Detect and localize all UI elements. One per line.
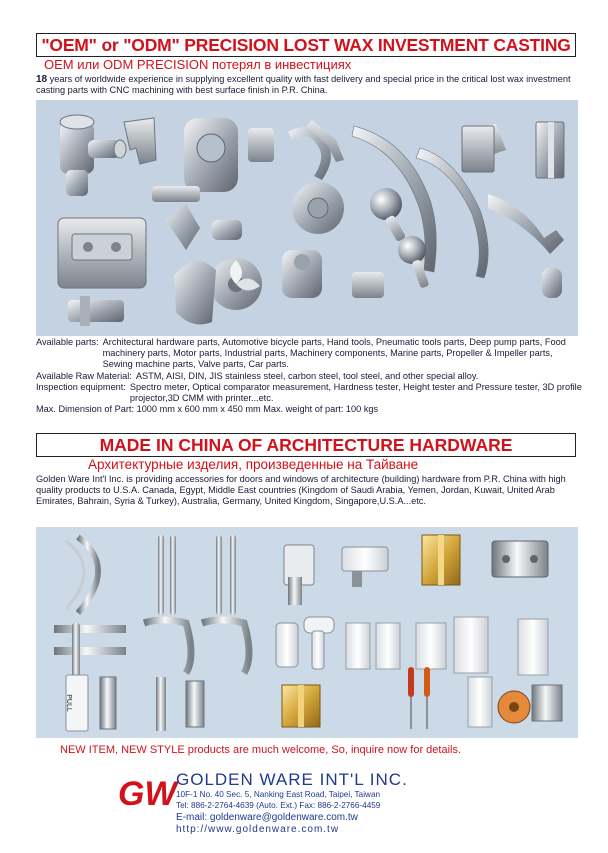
company-website[interactable]: http://www.goldenware.com.tw — [176, 824, 340, 835]
spec-max-dimension — [36, 404, 584, 415]
company-tel-fax: Tel: 886-2-2764-4639 (Auto. Ext.) Fax: 886-2-2766-4459 — [176, 801, 381, 810]
spec-label: Inspection equipment: — [36, 381, 126, 392]
spec-value: Architectural hardware parts, Automotive bicycle parts, Hand tools, Pneumatic tools parts, Deep pump parts, Food machinery parts, Motor parts, Industrial parts, Machinery components, Marine parts, Propeller & Impeller parts, Sewing machine parts, Valve parts, Car parts. — [102, 337, 566, 370]
casting-subtitle-russian: OEM или ODM PRECISION потерял в инвестициях — [44, 57, 352, 72]
spec-value: Spectro meter, Optical comparator measurement, Hardness tester, Height tester and Pressure tester, 3D profile projector,3D CMM with printer...etc. — [129, 381, 582, 404]
pull-plate-label: PULL — [65, 694, 72, 712]
gw-logo — [116, 771, 178, 811]
pipe-fitting-part — [60, 115, 126, 196]
gw-logo-text: GW — [118, 775, 177, 811]
spec-label: Available parts: — [36, 337, 99, 347]
company-name: GOLDEN WARE INT'L INC. — [176, 770, 408, 789]
architecture-banner-title: MADE IN CHINA OF ARCHITECTURE HARDWARE — [36, 433, 576, 457]
spec-label: Available Raw Material: — [36, 370, 132, 381]
precision-casting-parts-photo — [36, 100, 578, 336]
years-number: 18 — [36, 74, 48, 85]
casting-intro-paragraph — [36, 74, 584, 96]
spec-inspection-equipment — [36, 382, 584, 404]
company-address: 10F-1 No. 40 Sec. 5, Nanking East Road, Taipei, Taiwan — [176, 790, 381, 799]
architecture-hardware-photo — [36, 527, 578, 738]
intro-text: years of worldwide experience in supplying excellent quality with fast delivery and special price in the critical lost wax investment casting parts with CNC machining with best surface finish in P.R. China. — [36, 74, 571, 96]
casting-banner-title: "OEM" or "ODM" PRECISION LOST WAX INVESTMENT CASTING — [36, 33, 576, 57]
spec-raw-material — [36, 371, 584, 382]
architecture-subtitle-russian: Архитектурные изделия, произведенные на Тайване — [88, 457, 419, 472]
new-item-notice: NEW ITEM, NEW STYLE products are much welcome, So, inquire now for details. — [60, 744, 462, 756]
company-email[interactable]: E-mail: goldenware@goldenware.com.tw — [176, 812, 358, 823]
company-description-paragraph: Golden Ware Int'l Inc. is providing accessories for doors and windows of architecture (building) hardware from P.R. China with high quality products to U.S.A. Canada, Egypt, Middle East countries (Kingdom of Saudi Arabia, Yemen, Jordan, Kuwait, United Arab Emirates, Bahrain, Syria & Turkey), Australia, Germany, United Kingdom, Singapore,U.S.A...etc. — [36, 474, 566, 507]
spec-available-parts — [36, 337, 584, 371]
spec-value: Max. Dimension of Part: 1000 mm x 600 mm x 450 mm Max. weight of part: 100 kgs — [36, 404, 379, 415]
spec-value: ASTM, AISI, DIN, JIS stainless steel, carbon steel, tool steel, and other special alloy. — [135, 370, 479, 381]
casting-specifications — [36, 337, 584, 415]
